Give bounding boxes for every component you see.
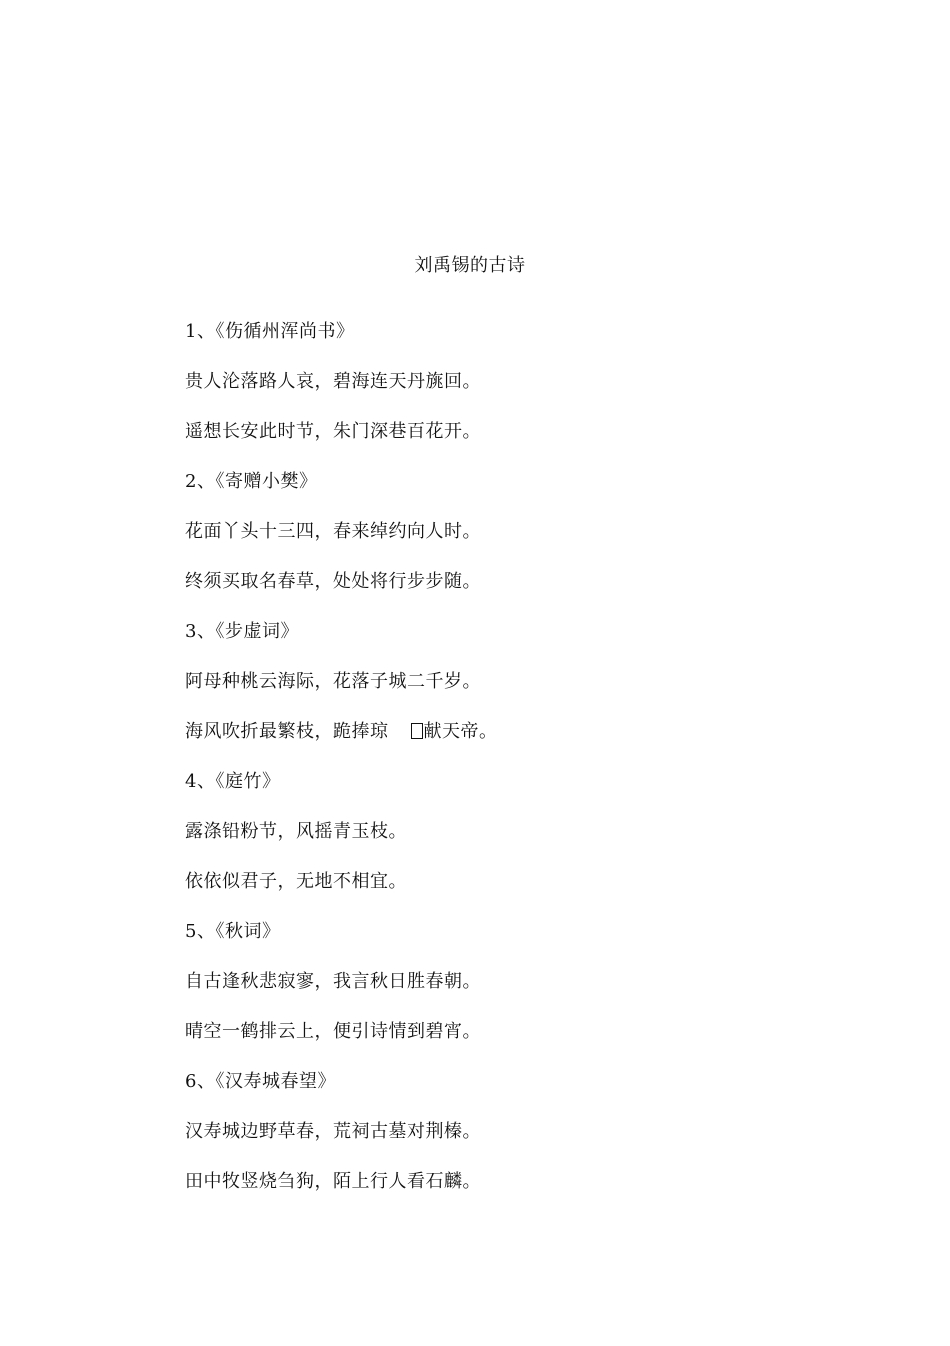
missing-glyph-box [411, 723, 423, 739]
poem-5-line-2: 晴空一鹤排云上，便引诗情到碧宵。 [185, 1021, 481, 1042]
poem-heading-5: 5、《秋词》 [185, 921, 281, 942]
poem-heading-4: 4、《庭竹》 [185, 771, 281, 792]
poem-3-line-2 [185, 719, 498, 745]
poem-4-line-2: 依依似君子，无地不相宜。 [185, 871, 407, 892]
poem-2-line-1: 花面丫头十三四，春来绰约向人时。 [185, 521, 481, 542]
poem-3-line-1: 阿母种桃云海际，花落子城二千岁。 [185, 671, 481, 692]
poem-1-line-1: 贵人沦落路人哀，碧海连天丹旐回。 [185, 371, 481, 392]
poem-3-line-2-before: 海风吹折最繁枝，跪捧琼 [185, 721, 389, 742]
poem-heading-6: 6、《汉寿城春望》 [185, 1071, 336, 1092]
poem-1-line-2: 遥想长安此时节，朱门深巷百花开。 [185, 421, 481, 442]
page-title: 刘禹锡的古诗 [414, 255, 526, 276]
poem-5-line-1: 自古逢秋悲寂寥，我言秋日胜春朝。 [185, 971, 481, 992]
poem-heading-3: 3、《步虚词》 [185, 621, 299, 642]
poem-4-line-1: 露涤铅粉节，风摇青玉枝。 [185, 821, 407, 842]
poem-6-line-1: 汉寿城边野草春，荒祠古墓对荆榛。 [185, 1121, 481, 1142]
poem-heading-1: 1、《伤循州浑尚书》 [185, 321, 355, 342]
poem-heading-2: 2、《寄赠小樊》 [185, 471, 318, 492]
poem-2-line-2: 终须买取名春草，处处将行步步随。 [185, 571, 481, 592]
poem-3-line-2-after: 献天帝。 [423, 721, 498, 742]
poem-6-line-2: 田中牧竖烧刍狗，陌上行人看石麟。 [185, 1171, 481, 1192]
